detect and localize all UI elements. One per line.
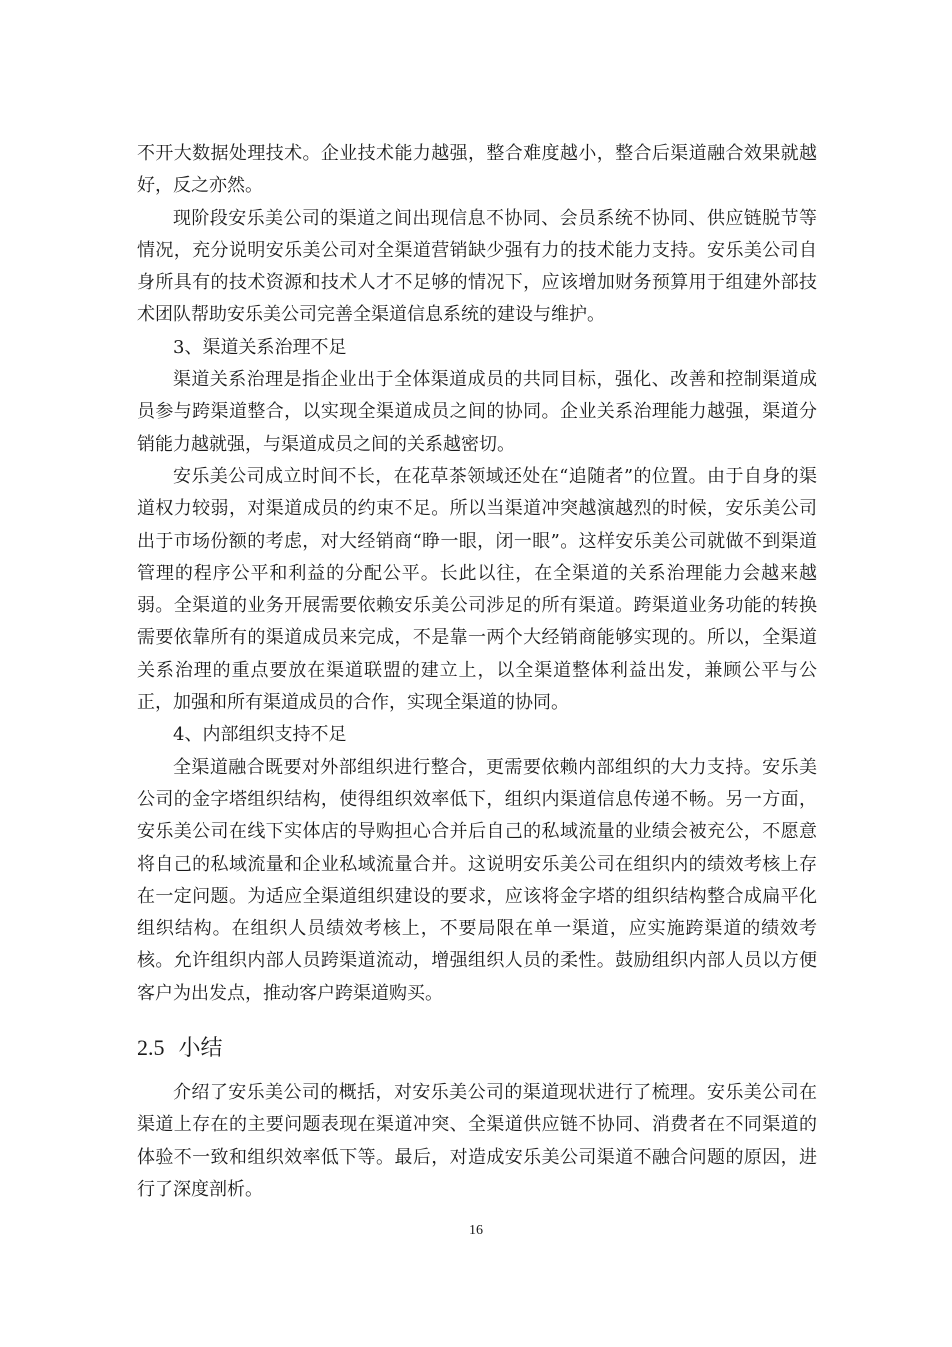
paragraph-tech-support: 现阶段安乐美公司的渠道之间出现信息不协同、会员系统不协同、供应链脱节等情况，充分说明安乐美公司对全渠道营销缺少强有力的技术能力支持。安乐美公司自身所具有的技术资源和技术人才不足够的情况下，应该增加财务预算用于组建外部技术团队帮助安乐美公司完善全渠道信息系统的建设与维护。 — [137, 207, 817, 326]
section-title: 小结 — [178, 1036, 223, 1062]
section-number: 2.5 — [137, 1035, 165, 1061]
paragraph-summary: 介绍了安乐美公司的概括，对安乐美公司的渠道现状进行了梳理。安乐美公司在渠道上存在的主要问题表现在渠道冲突、全渠道供应链不协同、消费者在不同渠道的体验不一致和组织效率低下等。最后，对造成安乐美公司渠道不融合问题的原因，进行了深度剖析。 — [137, 1082, 817, 1200]
subsection-heading-channel-governance: 3、渠道关系治理不足 — [173, 336, 347, 358]
paragraph-internal-org: 全渠道融合既要对外部组织进行整合，更需要依赖内部组织的大力支持。安乐美公司的金字塔组织结构，使得组织效率低下，组织内渠道信息传递不畅。另一方面，安乐美公司在线下实体店的导购担心合并后自己的私域流量的业绩会被充公，不愿意将自己的私域流量和企业私域流量合并。这说明安乐美公司在组织内的绩效考核上存在一定问题。为适应全渠道组织建设的要求，应该将金字塔的组织结构整合成扁平化组织结构。在组织人员绩效考核上，不要局限在单一渠道，应实施跨渠道的绩效考核。允许组织内部人员跨渠道流动，增强组织人员的柔性。鼓励组织内部人员以方便客户为出发点，推动客户跨渠道购买。 — [137, 756, 817, 1004]
page-body — [137, 138, 817, 1206]
paragraph-governance-analysis: 安乐美公司成立时间不长，在花草茶领域还处在“追随者”的位置。由于自身的渠道权力较弱，对渠道成员的约束不足。所以当渠道冲突越演越烈的时候，安乐美公司出于市场份额的考虑，对大经销商“睁一眼，闭一眼”。这样安乐美公司就做不到渠道管理的程序公平和利益的分配公平。长此以往，在全渠道的关系治理能力会越来越弱。全渠道的业务开展需要依赖安乐美公司涉足的所有渠道。跨渠道业务功能的转换需要依靠所有的渠道成员来完成，不是靠一两个大经销商能够实现的。所以，全渠道关系治理的重点要放在渠道联盟的建立上，以全渠道整体利益出发，兼顾公平与公正，加强和所有渠道成员的合作，实现全渠道的协同。 — [137, 465, 817, 714]
page-number: 16 — [469, 1223, 483, 1238]
paragraph-governance-definition: 渠道关系治理是指企业出于全体渠道成员的共同目标，强化、改善和控制渠道成员参与跨渠道整合，以实现全渠道成员之间的协同。企业关系治理能力越强，渠道分销能力越就强，与渠道成员之间的关系越密切。 — [137, 369, 817, 455]
subsection-heading-internal-org: 4、内部组织支持不足 — [173, 724, 347, 746]
paragraph-continuation: 不开大数据处理技术。企业技术能力越强，整合难度越小，整合后渠道融合效果就越好，反之亦然。 — [137, 143, 817, 197]
section-heading-summary — [137, 1010, 817, 1077]
